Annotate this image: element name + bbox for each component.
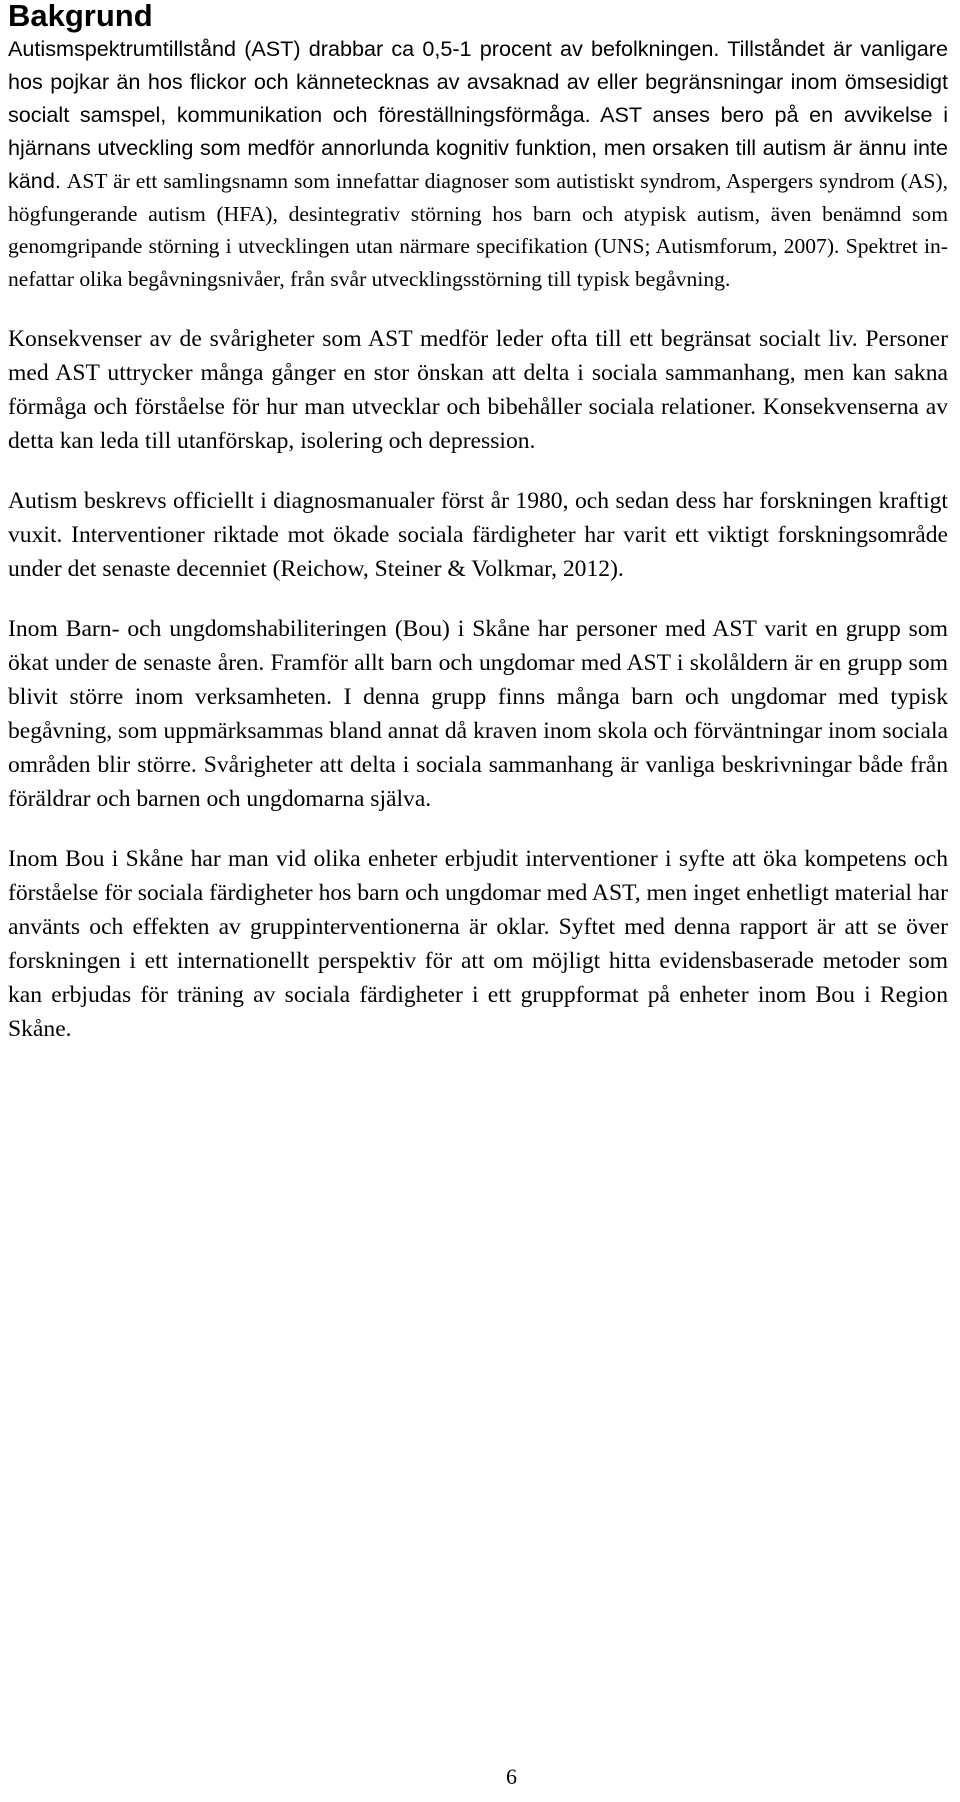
paragraph-consequences: Konsekvenser av de svårigheter som AST medför leder ofta till ett begränsat socialt liv. Personer med AST uttrycker många gånger en stor önskan att delta i sociala sammanhang, men kan sakna förmåga och förståelse för hur man utvecklar och bibehåller sociala relationer. Konsekvenserna av detta kan leda till utanförskap, isolering och depression.	[8, 326, 948, 455]
paragraph-bou-group: Inom Barn- och ungdomshabiliteringen (Bou) i Skåne har personer med AST varit en grupp som ökat under de senaste åren. Framför allt barn och ungdomar med AST i skolåldern är en grupp som blivit större inom verksamheten. I denna grupp finns många barn och ungdomar med typisk begåvning, som uppmärksammas bland annat då kraven inom skola och förväntningar inom sociala områden blir större. Svårigheter att delta i sociala sammanhang är vanliga beskrivningar både från föräldrar och barnen och ungdomarna själva.	[8, 616, 948, 813]
paragraph-history: Autism beskrevs officiellt i diagnosmanualer först år 1980, och sedan dess har forskningen kraftigt vuxit. Interventioner riktade mot ökade sociala färdigheter har varit ett viktigt forskningsområde under det senaste decenniet (Reichow, Steiner & Volkmar, 2012).	[8, 488, 948, 583]
page-number: 6	[506, 1764, 517, 1789]
paragraph-purpose: Inom Bou i Skåne har man vid olika enheter erbjudit interventioner i syfte att öka kompetens och förståelse för sociala färdigheter hos barn och ungdomar med AST, men inget enhetligt material har använts och effekten av gruppinterventionerna är oklar. Syftet med denna rapport är att se över forskningen i ett internationellt perspektiv för att om möjligt hitta evidensbaserade metoder som kan erbjudas för träning av sociala färdigheter i ett gruppformat på enheter inom Bou i Region Skåne.	[8, 846, 948, 1043]
paragraph-intro	[8, 33, 948, 296]
section-heading: Bakgrund	[8, 0, 153, 33]
paragraph-intro-sans-text: Autismspektrumtillstånd (AST) drabbar ca 0,5-1 procent av befolkningen. Tillståndet är vanligare hos pojkar än hos flickor och kännetecknas av avsaknad av eller begränsningar inom ömsesidigt socialt samspel, kommunikation och föreställningsförmåga. AST anses bero på en avvikelse i hjärnans utveckling som medför annorlunda kognitiv funktion, men orsaken till autism är ännu inte känd.	[8, 36, 948, 193]
document-page	[8, 0, 948, 1046]
paragraph-intro-serif-text: AST är ett samlingsnamn som innefattar diagnoser som autistiskt syndrom, Aspergers syndrom (AS), högfungerande autism (HFA), desintegrativ störning hos barn och atypisk autism, även benämnd som genomgripande störning i utvecklingen utan närmare specifikation (UNS; Autismforum, 2007). Spektret innefattar olika begåvningsnivåer, från svår utvecklingsstörning till typisk begåvning.	[8, 168, 948, 292]
